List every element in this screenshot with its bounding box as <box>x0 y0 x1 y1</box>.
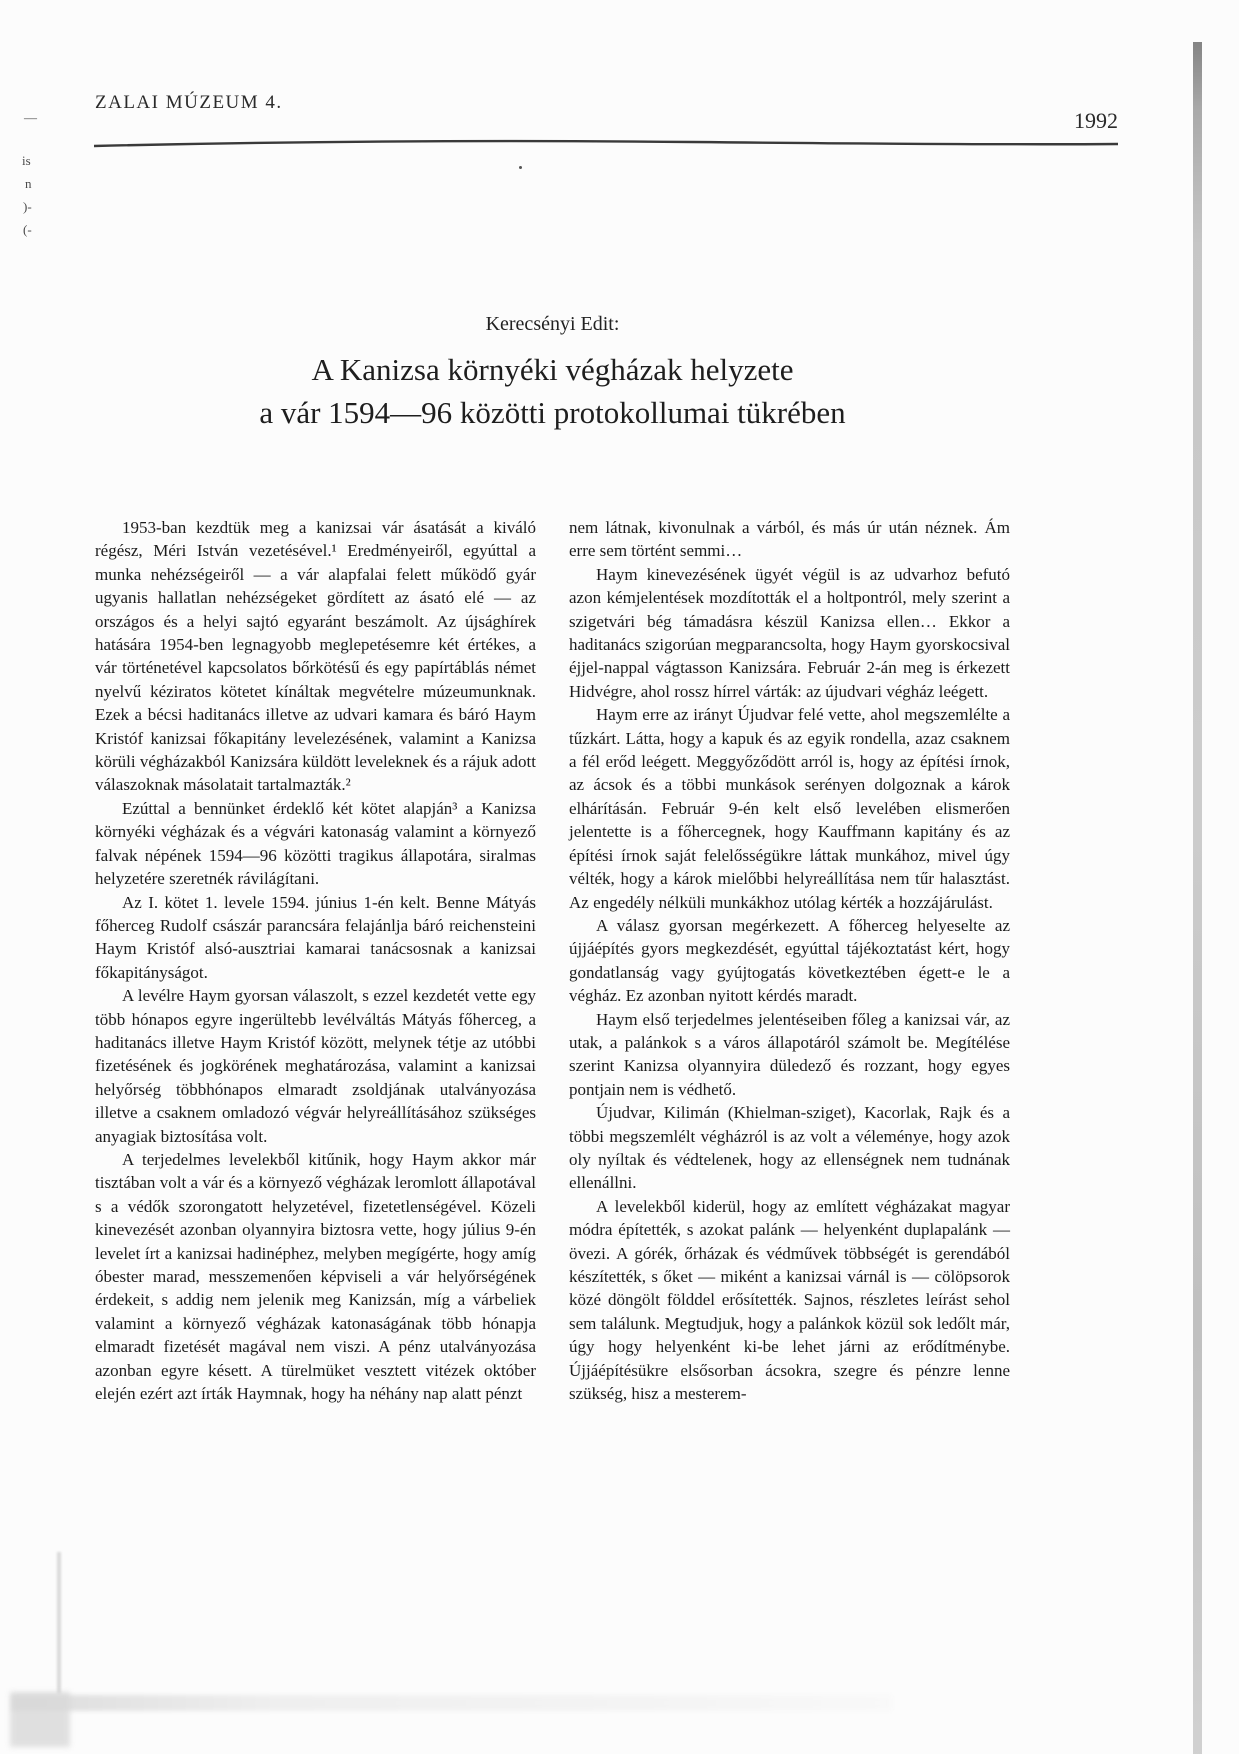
header-rule <box>92 136 1120 150</box>
paragraph: A levelekből kiderül, hogy az említett végházakat magyar módra építették, s azokat palánk — helyenként duplapalánk — övezi. A górék, őrházak és védművek többségét is gerendából készítették, s őket — miként a kanizsai várnál is — cölöpsorok közé döngölt földdel erősítették. Sajnos, részletes leírást sehol sem találunk. Megtudjuk, hogy a palánkok közül sok ledőlt már, úgy hogy helyenként ki-be lehet járni az erődítménybe. Újjáépítésükre elsősorban ácsokra, szegre és pénzre lenne szükség, hisz a mesterem- <box>569 1196 1010 1404</box>
page-edge-shadow <box>1193 42 1202 1754</box>
scan-smudge-horizontal <box>12 1695 892 1711</box>
left-column <box>95 516 536 1405</box>
margin-mark: )- <box>23 199 32 214</box>
header-year: 1992 <box>1074 108 1118 133</box>
margin-mark: (- <box>23 222 32 237</box>
paragraph: A levélre Haym gyorsan válaszolt, s ezzel kezdetét vette egy több hónapos egyre ingerültebb levélváltás Mátyás főherceg, a haditanács illetve Haym Kristóf között, melynek tétje az utóbbi fizetésének és jogkörének meghatározása, valamint a kanizsai helyőrség többhónapos elmaradt zsoldjának utalványozása illetve a csaknem omladozó végvár helyreállításához szükséges anyagiak biztosítása volt. <box>95 986 536 1146</box>
author-line: Kerecsényi Edit: <box>485 313 620 335</box>
paragraph: Haym kinevezésének ügyét végül is az udvarhoz befutó azon kémjelentések mozdították el a holtpontról, mely szerint a szigetvári bég támadásra készül Kanizsa ellen… Ekkor a haditanács szigorúan megparancsolta, hogy Haym gyorskocsival éjjel-nappal vágtasson Kanizsára. Február 2-án meg is érkezett Hidvégre, ahol rossz hírrel várták: az újudvari végház leégett. <box>569 564 1010 701</box>
journal-header: ZALAI MÚZEUM 4. <box>95 92 283 113</box>
paragraph: nem látnak, kivonulnak a várból, és más úr után néznek. Ám erre sem történt semmi… <box>569 518 1010 561</box>
scan-smudge-vertical <box>57 1552 61 1694</box>
article-title <box>60 348 1045 434</box>
paragraph: Újudvar, Kilimán (Khielman-sziget), Kacorlak, Rajk és a többi megszemlélt végházról is az volt a véleménye, hogy azok oly nyíltak és védtelenek, hogy az ellenségnek nem tudnának ellenállni. <box>569 1103 1010 1193</box>
paragraph: Haym erre az irányt Újudvar felé vette, ahol megszemlélte a tűzkárt. Látta, hogy a kapuk és az egyik rondella, azaz csaknem a fél erőd leégett. Meggyőződött arról is, hogy az építési írnok, az ácsok és a többi munkások serényen dolgoznak a károk elhárításán. Február 9-én kelt első levelében elismerően jelentette is a főhercegnek, hogy Kauffmann kapitány és az építési írnok saját felelősségükre láttak munkához, mivel úgy vélték, hogy a károk mielőbbi helyreállítása nem tűr halasztást. Az engedély nélküli munkákhoz utólag kérték a hozzájárulást. <box>569 705 1010 912</box>
paragraph: Haym első terjedelmes jelentéseiben főleg a kanizsai vár, az utak, a palánkok s a város állapotáról számolt be. Megítélése szerint Kanizsa olyannyira düledező és rozzant, hogy egyes pontjain nem is védhető. <box>569 1009 1010 1099</box>
margin-mark: n <box>25 176 32 191</box>
article-title-line1: A Kanizsa környéki végházak helyzete <box>311 352 794 387</box>
text-columns <box>95 516 1010 1405</box>
paragraph: Az I. kötet 1. levele 1594. június 1-én kelt. Benne Mátyás főherceg Rudolf császár parancsára felajánlja báró reichensteini Haym Kristóf alsó-ausztriai kamarai tanácsosnak a kanizsai főkapitányságot. <box>95 892 536 982</box>
article-title-line2: a vár 1594—96 közötti protokollumai tükrében <box>259 395 846 430</box>
paragraph: Ezúttal a bennünket érdeklő két kötet alapján³ a Kanizsa környéki végházak és a végvári katonaság valamint a környező falvak népének 1594—96 közötti tragikus állapotára, siralmas helyzetére szeretnék rávilágítani. <box>95 798 536 889</box>
margin-mark: is <box>22 153 31 168</box>
paragraph: 1953-ban kezdtük meg a kanizsai vár ásatását a kiváló régész, Méri István vezetésével.¹ Eredményeiről, egyúttal a munka nehézségeiről — a vár alapfalai felett működő gyár ugyanis hallatlan nehézségeket gördített az ásató elé — az országos és a helyi sajtó egyaránt beszámolt. Az újsághírek hatására 1954-ben legnagyobb meglepetésemre két értékes, a vár történetével kapcsolatos bőrkötésű és egy papírtáblás német nyelvű kéziratos kötetet kínáltak megvételre múzeumunknak. Ezek a bécsi haditanács illetve az udvari kamara és báró Haym Kristóf kanizsai főkapitány levelezésének, valamint a Kanizsa körüli végházakból Kanizsára küldött leveleknek és a rájuk adott válaszoknak másolatait tartalmazták.² <box>95 518 536 795</box>
paragraph: A terjedelmes levelekből kitűnik, hogy Haym akkor már tisztában volt a vár és a környező végházak leromlott állapotával s a védők szorongatott helyzetével, fizetetlenségével. Közeli kinevezését azonban olyannyira biztosra vette, hogy július 9-én levelet írt a kanizsai hadinéphez, melyben megígérte, hogy amíg óbester marad, messzemenően képviseli a vár helyőrségének érdekeit, s addig nem jelenik meg Kanizsán, míg a várbeliek valamint a környező végházak katonaságának több hónapja elmaradt fizetését magával nem viszi. A pénz utalványozása azonban egyre késett. A türelmüket vesztett vitézek október elején ezért azt írták Haymnak, hogy ha néhány nap alatt pénzt <box>95 1149 536 1404</box>
right-column <box>569 516 1010 1405</box>
ink-speck <box>519 166 522 169</box>
paragraph: A válasz gyorsan megérkezett. A főherceg helyeselte az újjáépítés gyors megkezdését, egyúttal tájékoztatást kért, hogy gondatlanság vagy gyújtogatás következtében égett-e le a végház. Ez azonban nyitott kérdés maradt. <box>569 915 1010 1006</box>
scan-smudge-corner <box>10 1692 70 1747</box>
margin-mark: — <box>24 110 37 125</box>
